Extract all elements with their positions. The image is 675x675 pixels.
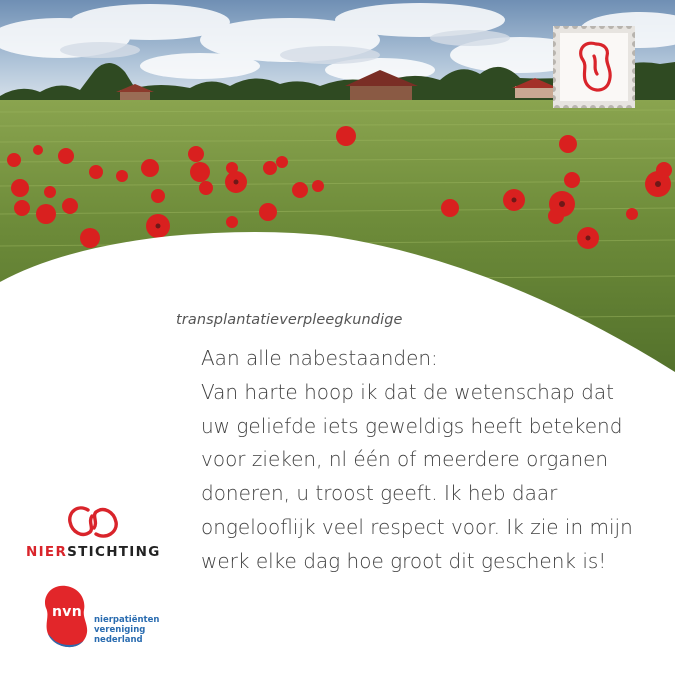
kidney-stamp-icon	[553, 26, 635, 108]
nierstichting-wordmark: NIERSTICHTING	[26, 544, 161, 560]
nvn-fullname: nierpatiënten vereniging nederland	[94, 615, 160, 645]
message-line: Aan alle nabestaanden:	[201, 346, 438, 370]
role-label: transplantatieverpleegkundige	[176, 312, 403, 328]
nvn-abbr: nvn	[52, 604, 82, 620]
message-line: ongelooflijk veel respect voor. Ik zie in mijn	[201, 514, 633, 539]
kidney-logo-icon	[62, 504, 124, 540]
message-line: uw geliefde iets geweldigs heeft betekend	[201, 413, 623, 438]
message-line: voor zieken, nl één of meerdere organen	[201, 447, 609, 472]
nvn-logo	[40, 584, 160, 654]
message-line: Van harte hoop ik dat de wetenschap dat	[201, 379, 614, 404]
message-line: werk elke dag hoe groot dit geschenk is!	[201, 548, 607, 573]
nierstichting-logo	[26, 504, 161, 564]
message-text	[201, 342, 661, 579]
message-line: doneren, u troost geeft. Ik heb daar	[201, 481, 558, 506]
